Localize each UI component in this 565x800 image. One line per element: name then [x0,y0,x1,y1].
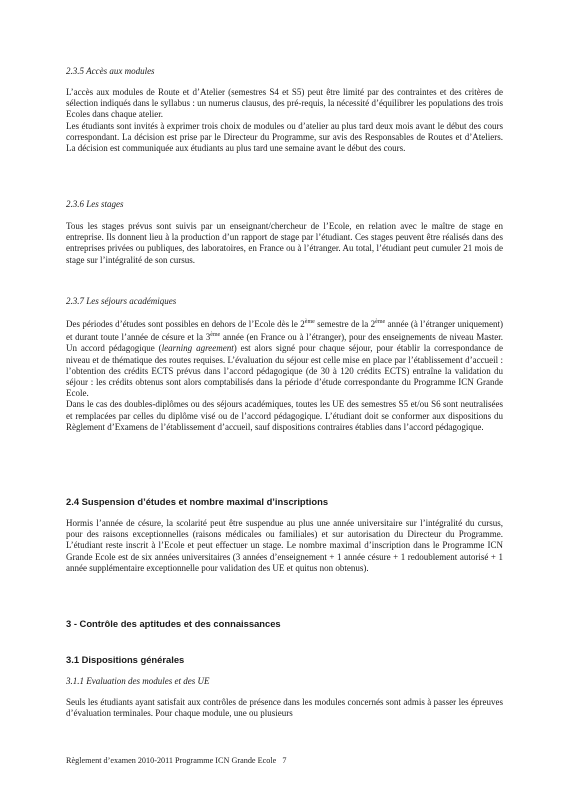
section-237-paragraph-1 [66,317,503,399]
section-237-text-a: Des périodes d’études sont possibles en dehors de l’Ecole dès le 2 [66,319,305,329]
section-311-title: 3.1.1 Evaluation des modules et des UE [66,676,210,686]
superscript-eme-1: ème [304,319,315,325]
page-footer [66,756,286,766]
footer-text: Règlement d’examen 2010-2011 Programme ICN Grande Ecole [66,756,277,765]
superscript-eme-3: ème [210,332,221,339]
section-24-body [66,518,503,574]
learning-agreement-term: learning agreement [161,343,234,354]
section-237-body [66,317,503,433]
section-237-text-b: semestre de la 2 [314,319,376,329]
page-number: 7 [282,756,287,765]
section-236-paragraph-1: Tous les stages prévus sont suivis par un enseignant/chercheur de l’Ecole, en relation avec le maître de stage en entreprise. Ils donnent lieu à la production d’un rapport de stage par l’étudiant. Ces stages peuvent être réalisés dans des entreprises privées ou publiques, des laboratoires, en France ou à l’étranger. Au total, l’étudiant peut cumuler 21 mois de stage sur l’intégralité de son cursus. [66,221,503,265]
section-235-paragraph-1: L’accès aux modules de Route et d’Atelier (semestres S4 et S5) peut être limité par des contraintes et des critères de sélection indiqués dans le syllabus : un numerus clausus, des pré-requis, la nécessité d’équilibrer les populations des trois Ecoles dans chaque atelier. [66,87,503,120]
section-235-title: 2.3.5 Accès aux modules [66,66,155,76]
section-236-title: 2.3.6 Les stages [66,199,124,209]
section-3-heading: 3 - Contrôle des aptitudes et des connaissances [66,618,281,629]
section-237-title: 2.3.7 Les séjours académiques [66,296,177,306]
section-237-text-e: ) est alors signé pour chaque séjour, pour établir la correspondance de niveau et de thématique des routes requises. L’évaluation du séjour est celle mise en place par l’établissement d’accueil : l’obtention des crédits ECTS prévus dans l’accord pédagogique (de 30 à 120 crédits ECTS) entraîne la validation du séjour : les crédits obtenus sont alors comptabilisés dans la période d’étude correspondante du Programme ICN Grande Ecole. [66,343,504,399]
section-237-text-c: année (à l’étranger uniquement) et durant toute l’année de césure et la 3 [66,319,503,343]
section-31-heading: 3.1 Dispositions générales [66,654,185,665]
section-311-body [66,697,503,719]
section-236-body [66,221,503,266]
section-237-text-d: année (en France ou à l’étranger), pour des enseignements de niveau Master. Un accord pédagogique ( [66,332,503,354]
section-311-paragraph-1: Seuls les étudiants ayant satisfait aux contrôles de présence dans les modules concernés sont admis à passer les épreuves d’évaluation terminales. Pour chaque module, une ou plusieurs [66,697,503,719]
section-237-paragraph-2: Dans le cas des doubles-diplômes ou des séjours académiques, toutes les UE des semestres S5 et/ou S6 sont neutralisées et remplacées par celles du diplôme visé ou de l’accord pédagogique. L’étudiant doit se conformer aux dispositions du Règlement d’Examens de l’établissement d’accueil, sauf dispositions contraires établies dans l’accord pédagogique. [66,399,503,432]
section-235-body [66,87,503,154]
section-24-paragraph-1: Hormis l’année de césure, la scolarité peut être suspendue au plus une année universitaire sur l’intégralité du cursus, pour des raisons exceptionnelles (raisons médicales ou familiales) et sur autorisation du Directeur du Programme. L’étudiant reste inscrit à l’Ecole et peut effectuer un stage. Le nombre maximal d’inscription dans le Programme ICN Grande Ecole est de six années universitaires (3 années d’enseignement + 1 année césure + 1 redoublement autorisé + 1 année supplémentaire exceptionnelle pour validation des UE et quitus non obtenus). [66,518,503,573]
section-24-heading: 2.4 Suspension d’études et nombre maximal d’inscriptions [66,496,329,507]
section-235-paragraph-2: Les étudiants sont invités à exprimer trois choix de modules ou d’atelier au plus tard deux mois avant le début des cours correspondant. La décision est prise par le Directeur du Programme, sur avis des Responsables de Routes et d’Ateliers. La décision est communiquée aux étudiants au plus tard une semaine avant le début des cours. [66,120,503,154]
superscript-eme-2: ème [375,319,386,325]
